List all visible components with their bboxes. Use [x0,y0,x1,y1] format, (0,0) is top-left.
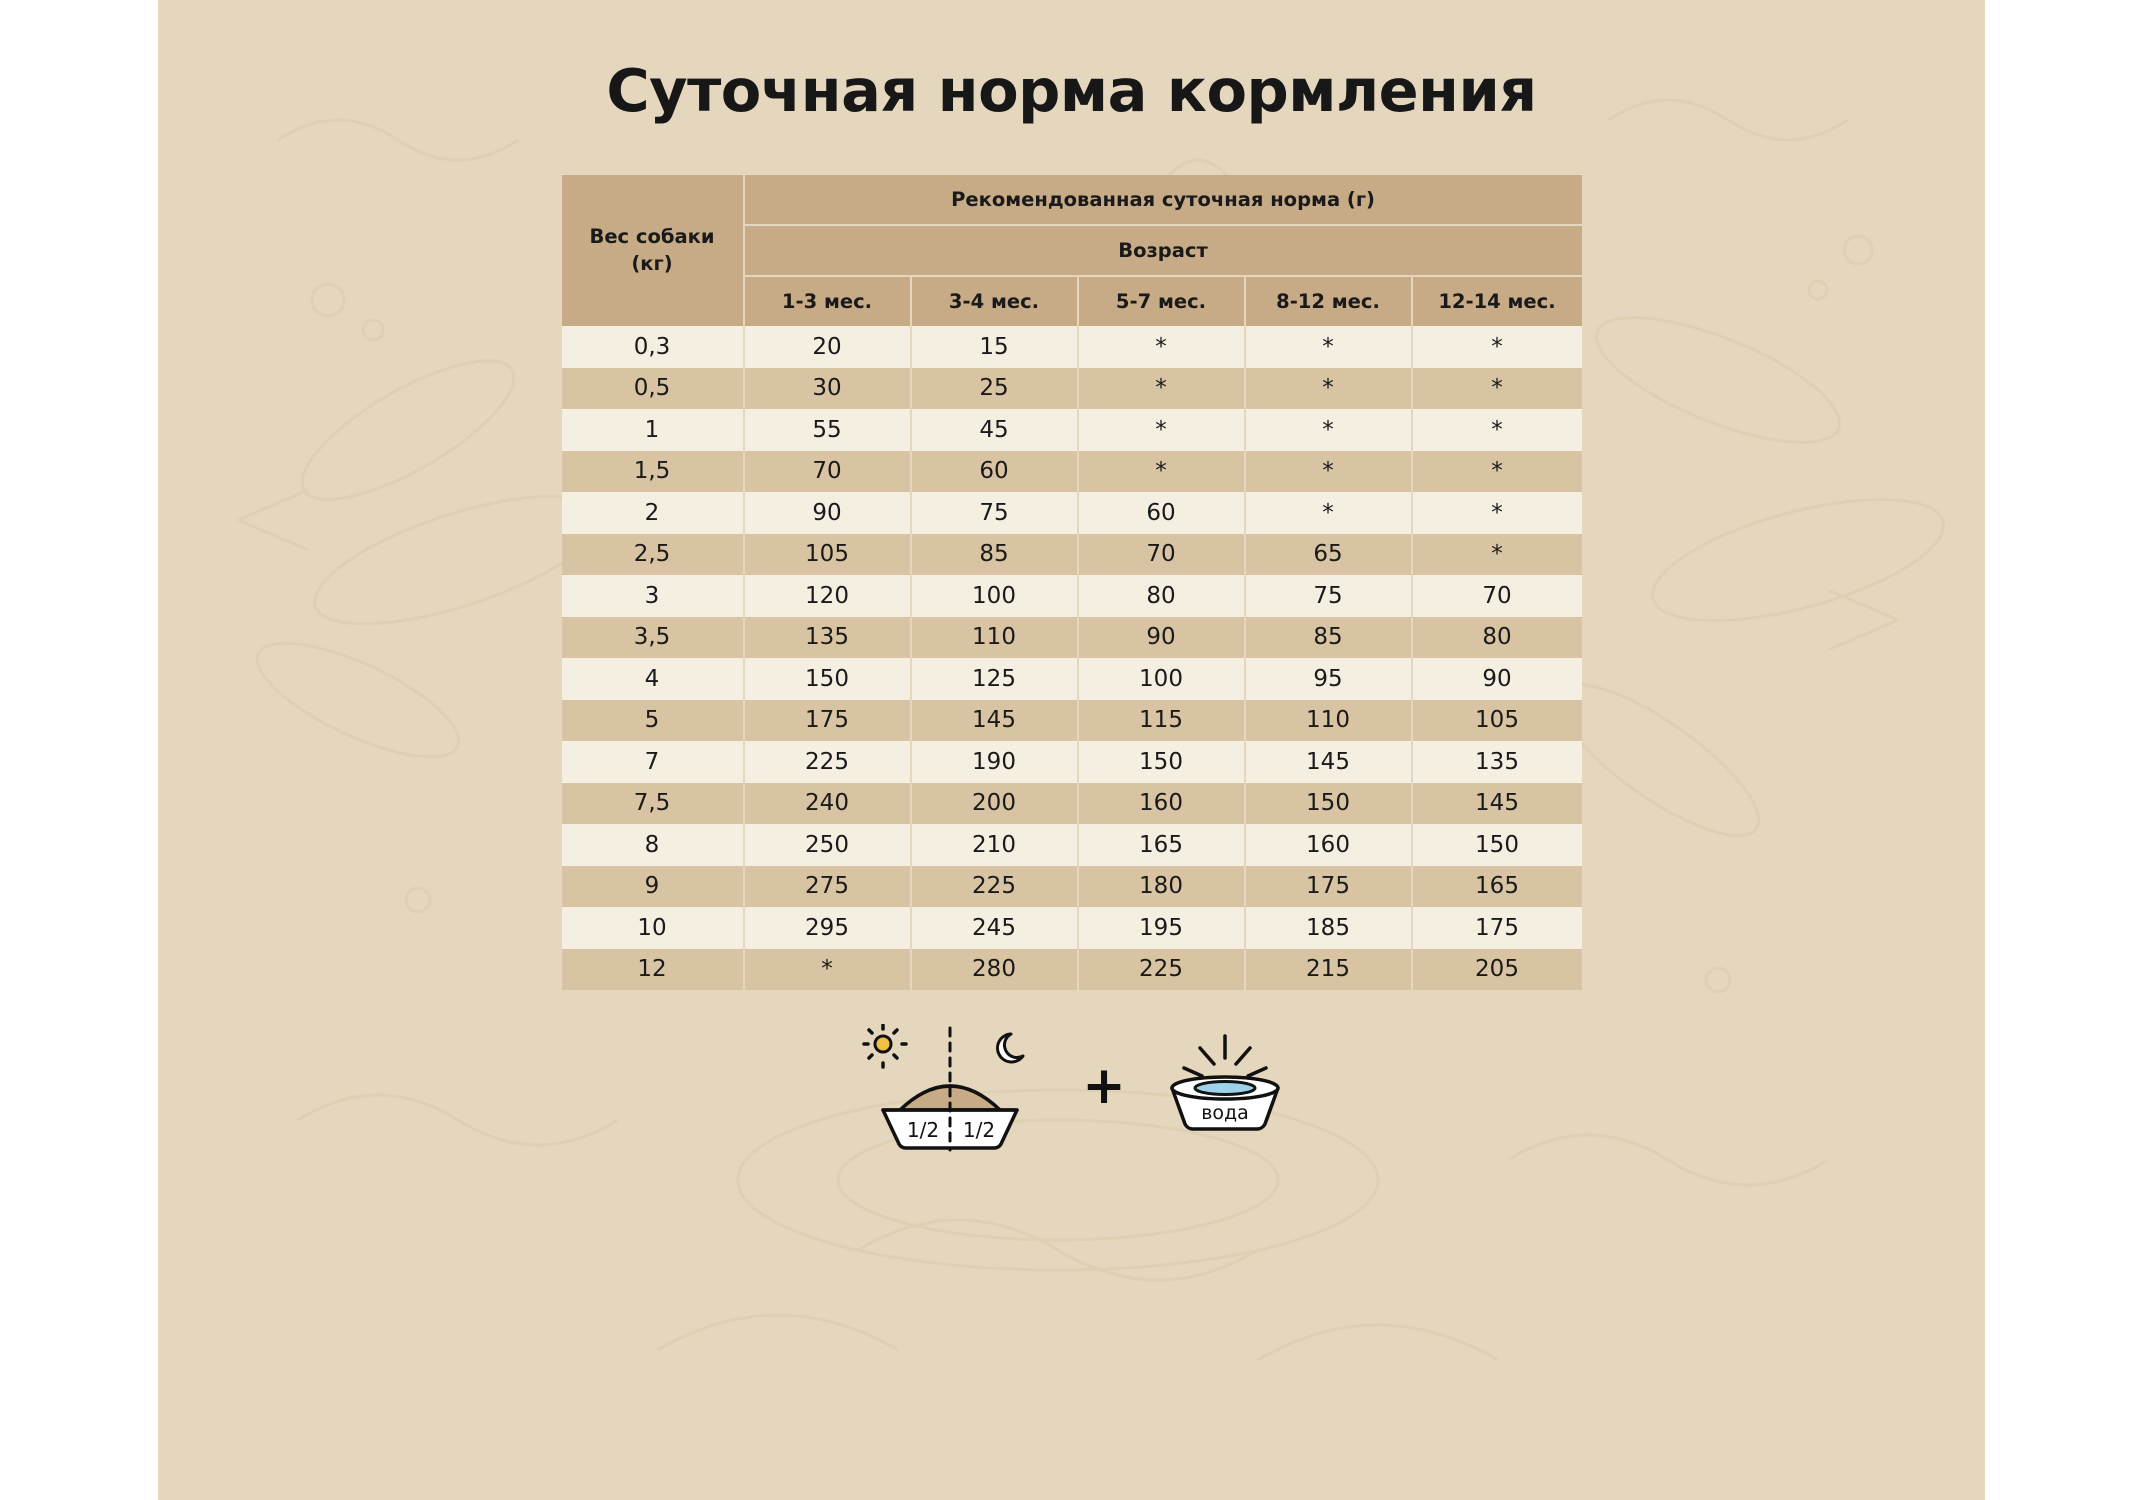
age-column-1: 1-3 мес. [744,276,911,326]
feeding-instruction-icons [843,1024,1300,1154]
row-value: 240 [744,783,911,825]
row-value: 275 [744,866,911,908]
page-title: Суточная норма кормления [606,56,1537,125]
row-weight: 1,5 [562,451,744,493]
row-value: 150 [1412,824,1582,866]
row-weight: 3,5 [562,617,744,659]
row-value: * [1245,451,1412,493]
row-weight: 7 [562,741,744,783]
row-value: 250 [744,824,911,866]
row-value: 15 [911,326,1078,368]
row-value: * [1412,534,1582,576]
age-column-3: 5-7 мес. [1078,276,1245,326]
row-weight: 9 [562,866,744,908]
row-value: 95 [1245,658,1412,700]
row-value: 45 [911,409,1078,451]
row-value: 55 [744,409,911,451]
row-value: 115 [1078,700,1245,742]
table-row [562,700,1582,742]
row-value: * [1412,368,1582,410]
row-value: 150 [1078,741,1245,783]
row-value: 280 [911,949,1078,991]
table-head [562,175,1582,326]
row-value: 20 [744,326,911,368]
row-value: 85 [1245,617,1412,659]
row-value: 90 [744,492,911,534]
row-value: 200 [911,783,1078,825]
row-value: 215 [1245,949,1412,991]
row-value: 145 [1245,741,1412,783]
row-value: * [1245,368,1412,410]
table-row [562,617,1582,659]
row-value: 65 [1245,534,1412,576]
age-header: Возраст [744,225,1582,276]
row-value: * [1078,409,1245,451]
row-value: 80 [1412,617,1582,659]
row-value: 165 [1412,866,1582,908]
row-value: 245 [911,907,1078,949]
water-bowl-icon [1150,1024,1300,1154]
row-value: 80 [1078,575,1245,617]
age-column-5: 12-14 мес. [1412,276,1582,326]
row-value: 105 [744,534,911,576]
chart-content [158,0,1985,1500]
row-value: 90 [1078,617,1245,659]
age-column-4: 8-12 мес. [1245,276,1412,326]
row-value: * [1245,326,1412,368]
row-value: 190 [911,741,1078,783]
row-value: 70 [1412,575,1582,617]
row-value: * [744,949,911,991]
row-weight: 5 [562,700,744,742]
table-row [562,451,1582,493]
row-value: 165 [1078,824,1245,866]
row-value: 25 [911,368,1078,410]
table-body [562,326,1582,990]
row-value: * [1078,326,1245,368]
row-value: 105 [1412,700,1582,742]
row-value: 145 [1412,783,1582,825]
row-value: 150 [744,658,911,700]
row-value: 150 [1245,783,1412,825]
feeding-chart-panel [158,0,1985,1500]
row-value: 70 [744,451,911,493]
row-value: 160 [1245,824,1412,866]
row-value: * [1412,326,1582,368]
row-weight: 12 [562,949,744,991]
row-value: 175 [744,700,911,742]
table-row [562,534,1582,576]
row-value: 70 [1078,534,1245,576]
table-row [562,949,1582,991]
table-row [562,907,1582,949]
feeding-norm-table [562,175,1582,990]
row-value: * [1078,368,1245,410]
row-value: 295 [744,907,911,949]
row-value: 75 [911,492,1078,534]
table-row [562,741,1582,783]
row-value: 75 [1245,575,1412,617]
row-value: 100 [911,575,1078,617]
row-weight: 10 [562,907,744,949]
row-value: * [1245,492,1412,534]
row-weight: 8 [562,824,744,866]
row-value: * [1412,451,1582,493]
food-right-half-label: 1/2 [963,1118,996,1142]
row-value: 195 [1078,907,1245,949]
row-value: 30 [744,368,911,410]
row-weight: 7,5 [562,783,744,825]
row-value: * [1078,451,1245,493]
row-value: 160 [1078,783,1245,825]
row-value: 135 [744,617,911,659]
row-weight: 4 [562,658,744,700]
row-value: 110 [911,617,1078,659]
row-weight: 2,5 [562,534,744,576]
table-row [562,492,1582,534]
row-value: 145 [911,700,1078,742]
food-bowl-icon [843,1024,1058,1154]
row-value: 60 [911,451,1078,493]
row-value: 210 [911,824,1078,866]
row-value: 185 [1245,907,1412,949]
age-column-2: 3-4 мес. [911,276,1078,326]
weight-header-label: Вес собаки [589,225,715,249]
row-value: * [1412,409,1582,451]
table-row [562,824,1582,866]
row-value: 135 [1412,741,1582,783]
row-value: 125 [911,658,1078,700]
weight-column-header [562,175,744,326]
row-value: 175 [1245,866,1412,908]
row-value: 90 [1412,658,1582,700]
row-value: 180 [1078,866,1245,908]
table-row [562,783,1582,825]
plus-icon: + [1082,1056,1126,1116]
row-weight: 3 [562,575,744,617]
row-weight: 2 [562,492,744,534]
row-value: * [1245,409,1412,451]
row-value: * [1412,492,1582,534]
row-value: 225 [1078,949,1245,991]
table-header-row-1 [562,175,1582,225]
row-value: 225 [911,866,1078,908]
row-value: 120 [744,575,911,617]
table-row [562,409,1582,451]
row-value: 175 [1412,907,1582,949]
table-row [562,326,1582,368]
table-row [562,866,1582,908]
water-bowl-label: вода [1200,1102,1249,1124]
table-row [562,368,1582,410]
row-weight: 0,5 [562,368,744,410]
food-left-half-label: 1/2 [907,1118,940,1142]
row-value: 205 [1412,949,1582,991]
weight-header-unit: (кг) [631,251,673,275]
row-value: 100 [1078,658,1245,700]
row-weight: 0,3 [562,326,744,368]
row-value: 60 [1078,492,1245,534]
table-row [562,658,1582,700]
row-value: 225 [744,741,911,783]
daily-norm-header: Рекомендованная суточная норма (г) [744,175,1582,225]
row-value: 110 [1245,700,1412,742]
row-weight: 1 [562,409,744,451]
row-value: 85 [911,534,1078,576]
table-row [562,575,1582,617]
